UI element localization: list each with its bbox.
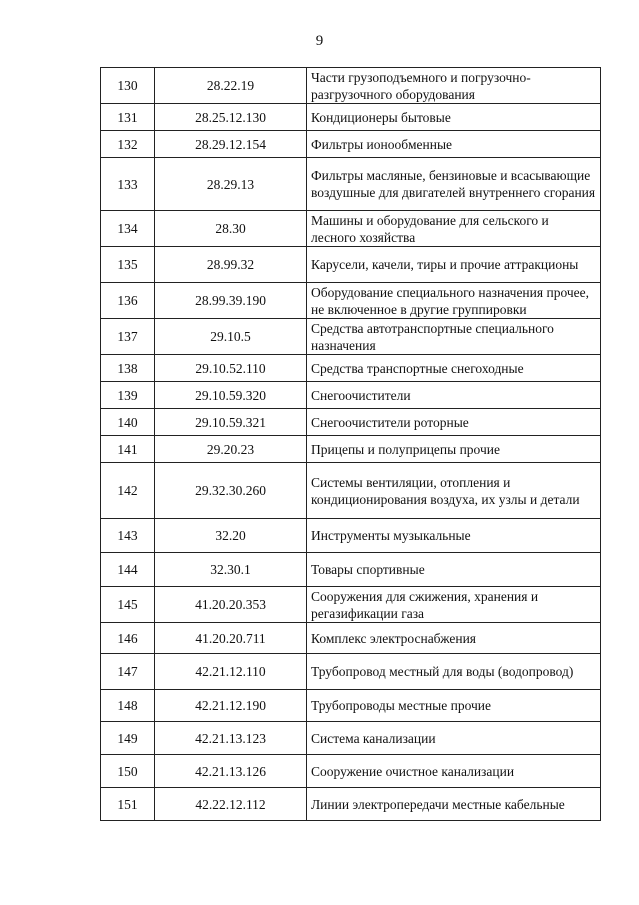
row-code: 29.32.30.260: [155, 463, 307, 519]
row-code: 41.20.20.353: [155, 587, 307, 623]
row-name: Прицепы и полуприцепы прочие: [307, 436, 601, 463]
row-number: 146: [101, 623, 155, 654]
row-name: Машины и оборудование для сельского и лесного хозяйства: [307, 211, 601, 247]
table-row: [101, 553, 601, 587]
row-name: Части грузоподъемного и погрузочно-разгрузочного оборудования: [307, 68, 601, 104]
table-row: [101, 654, 601, 690]
row-number: 151: [101, 788, 155, 821]
page-number: 9: [315, 33, 324, 49]
row-name: Товары спортивные: [307, 553, 601, 587]
row-name: Системы вентиляции, отопления и кондиционирования воздуха, их узлы и детали: [307, 463, 601, 519]
row-number: 148: [101, 690, 155, 722]
row-name: Сооружение очистное канализации: [307, 755, 601, 788]
row-number: 144: [101, 553, 155, 587]
table-row: [101, 463, 601, 519]
row-code: 28.22.19: [155, 68, 307, 104]
row-name: Сооружения для сжижения, хранения и регазификации газа: [307, 587, 601, 623]
row-code: 28.30: [155, 211, 307, 247]
row-name: Трубопроводы местные прочие: [307, 690, 601, 722]
row-name: Фильтры масляные, бензиновые и всасывающие воздушные для двигателей внутреннего сгорания: [307, 158, 601, 211]
row-number: 136: [101, 283, 155, 319]
row-name: Фильтры ионообменные: [307, 131, 601, 158]
row-code: 28.29.12.154: [155, 131, 307, 158]
items-table: [100, 67, 601, 821]
row-number: 147: [101, 654, 155, 690]
table-row: [101, 68, 601, 104]
row-code: 29.10.59.320: [155, 382, 307, 409]
table-row: [101, 158, 601, 211]
table-row: [101, 211, 601, 247]
row-code: 28.25.12.130: [155, 104, 307, 131]
table-row: [101, 755, 601, 788]
table-row: [101, 382, 601, 409]
table-row: [101, 319, 601, 355]
table-row: [101, 587, 601, 623]
row-name: Оборудование специального назначения прочее, не включенное в другие группировки: [307, 283, 601, 319]
row-number: 145: [101, 587, 155, 623]
row-name: Средства автотранспортные специального назначения: [307, 319, 601, 355]
row-name: Средства транспортные снегоходные: [307, 355, 601, 382]
row-number: 143: [101, 519, 155, 553]
table-row: [101, 131, 601, 158]
row-number: 139: [101, 382, 155, 409]
table-row: [101, 104, 601, 131]
row-number: 138: [101, 355, 155, 382]
row-number: 130: [101, 68, 155, 104]
row-number: 132: [101, 131, 155, 158]
row-code: 28.99.32: [155, 247, 307, 283]
row-code: 29.10.5: [155, 319, 307, 355]
table-row: [101, 788, 601, 821]
row-number: 131: [101, 104, 155, 131]
row-name: Карусели, качели, тиры и прочие аттракционы: [307, 247, 601, 283]
row-code: 28.29.13: [155, 158, 307, 211]
row-code: 42.22.12.112: [155, 788, 307, 821]
row-name: Инструменты музыкальные: [307, 519, 601, 553]
row-code: 42.21.13.123: [155, 722, 307, 755]
row-name: Система канализации: [307, 722, 601, 755]
row-code: 29.20.23: [155, 436, 307, 463]
table-row: [101, 355, 601, 382]
table-row: [101, 623, 601, 654]
table-row: [101, 436, 601, 463]
table-row: [101, 247, 601, 283]
table-row: [101, 409, 601, 436]
table-row: [101, 690, 601, 722]
table-row: [101, 519, 601, 553]
row-name: Кондиционеры бытовые: [307, 104, 601, 131]
row-name: Трубопровод местный для воды (водопровод): [307, 654, 601, 690]
row-number: 133: [101, 158, 155, 211]
table-row: [101, 283, 601, 319]
row-code: 29.10.59.321: [155, 409, 307, 436]
row-name: Линии электропередачи местные кабельные: [307, 788, 601, 821]
row-code: 29.10.52.110: [155, 355, 307, 382]
row-code: 28.99.39.190: [155, 283, 307, 319]
row-name: Снегоочистители роторные: [307, 409, 601, 436]
row-number: 150: [101, 755, 155, 788]
row-code: 42.21.12.110: [155, 654, 307, 690]
row-number: 149: [101, 722, 155, 755]
row-code: 42.21.13.126: [155, 755, 307, 788]
row-number: 135: [101, 247, 155, 283]
row-number: 141: [101, 436, 155, 463]
row-name: Комплекс электроснабжения: [307, 623, 601, 654]
row-code: 41.20.20.711: [155, 623, 307, 654]
row-number: 134: [101, 211, 155, 247]
table-row: [101, 722, 601, 755]
row-code: 32.30.1: [155, 553, 307, 587]
row-name: Снегоочистители: [307, 382, 601, 409]
row-code: 42.21.12.190: [155, 690, 307, 722]
row-number: 137: [101, 319, 155, 355]
row-number: 140: [101, 409, 155, 436]
row-number: 142: [101, 463, 155, 519]
row-code: 32.20: [155, 519, 307, 553]
